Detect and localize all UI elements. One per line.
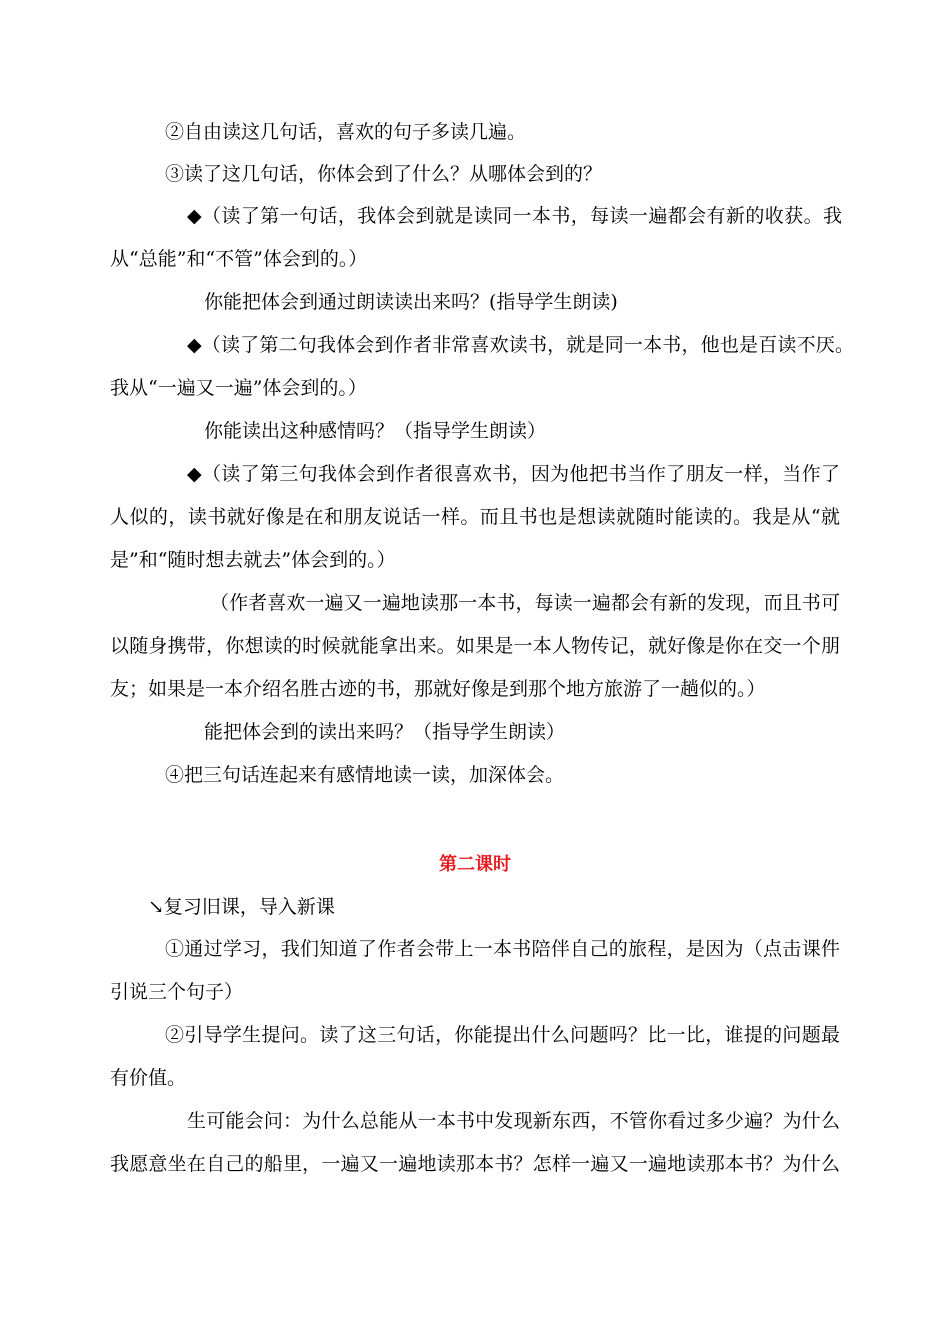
paragraph-line: ②自由读这几句话，喜欢的句子多读几遍。: [165, 121, 527, 143]
paragraph-line: ②引导学生提问。读了这三句话，你能提出什么问题吗？比一比，谁提的问题最: [165, 1024, 840, 1046]
paragraph-line: 是”和“随时想去就去”体会到的。）: [110, 549, 396, 571]
paragraph-line: ④把三句话连起来有感情地读一读，加深体会。: [165, 764, 565, 786]
paragraph-line: 你能读出这种感情吗？（指导学生朗读）: [204, 420, 547, 442]
paragraph-line: 你能把体会到通过朗读读出来吗？(指导学生朗读): [204, 291, 618, 313]
paragraph-line: 引说三个句子）: [110, 981, 244, 1003]
paragraph-line: 生可能会问：为什么总能从一本书中发现新东西，不管你看过多少遍？为什么: [187, 1110, 840, 1132]
paragraph-line: ↘复习旧课，导入新课: [148, 896, 335, 918]
paragraph-line: （作者喜欢一遍又一遍地读那一本书，每读一遍都会有新的发现，而且书可: [210, 592, 840, 614]
paragraph-line: ◆（读了第一句话，我体会到就是读同一本书，每读一遍都会有新的收获。我: [187, 205, 842, 227]
paragraph-line: 我愿意坐在自己的船里，一遍又一遍地读那本书？怎样一遍又一遍地读那本书？为什么: [110, 1153, 840, 1175]
section-heading: 第二课时: [439, 854, 511, 875]
paragraph-line: 从“总能”和“不管”体会到的。）: [110, 248, 368, 270]
paragraph-line: ◆（读了第三句我体会到作者很喜欢书，因为他把书当作了朋友一样，当作了: [187, 463, 840, 485]
paragraph-line: ①通过学习，我们知道了作者会带上一本书陪伴自己的旅程，是因为（点击课件: [165, 938, 840, 960]
paragraph-line: ◆（读了第二句我体会到作者非常喜欢读书，就是同一本书，他也是百读不厌。: [187, 334, 854, 356]
paragraph-line: ③读了这几句话，你体会到了什么？从哪体会到的？: [165, 163, 603, 185]
paragraph-line: 友；如果是一本介绍名胜古迹的书，那就好像是到那个地方旅游了一趟似的。）: [110, 678, 766, 700]
paragraph-line: 能把体会到的读出来吗？（指导学生朗读）: [204, 721, 566, 743]
paragraph-line: 以随身携带，你想读的时候就能拿出来。如果是一本人物传记，就好像是你在交一个朋: [110, 635, 840, 657]
paragraph-line: 有价值。: [110, 1067, 187, 1089]
paragraph-line: 人似的，读书就好像是在和朋友说话一样。而且书也是想读就随时能读的。我是从“就: [110, 506, 840, 528]
paragraph-line: 我从“一遍又一遍”体会到的。）: [110, 377, 367, 399]
